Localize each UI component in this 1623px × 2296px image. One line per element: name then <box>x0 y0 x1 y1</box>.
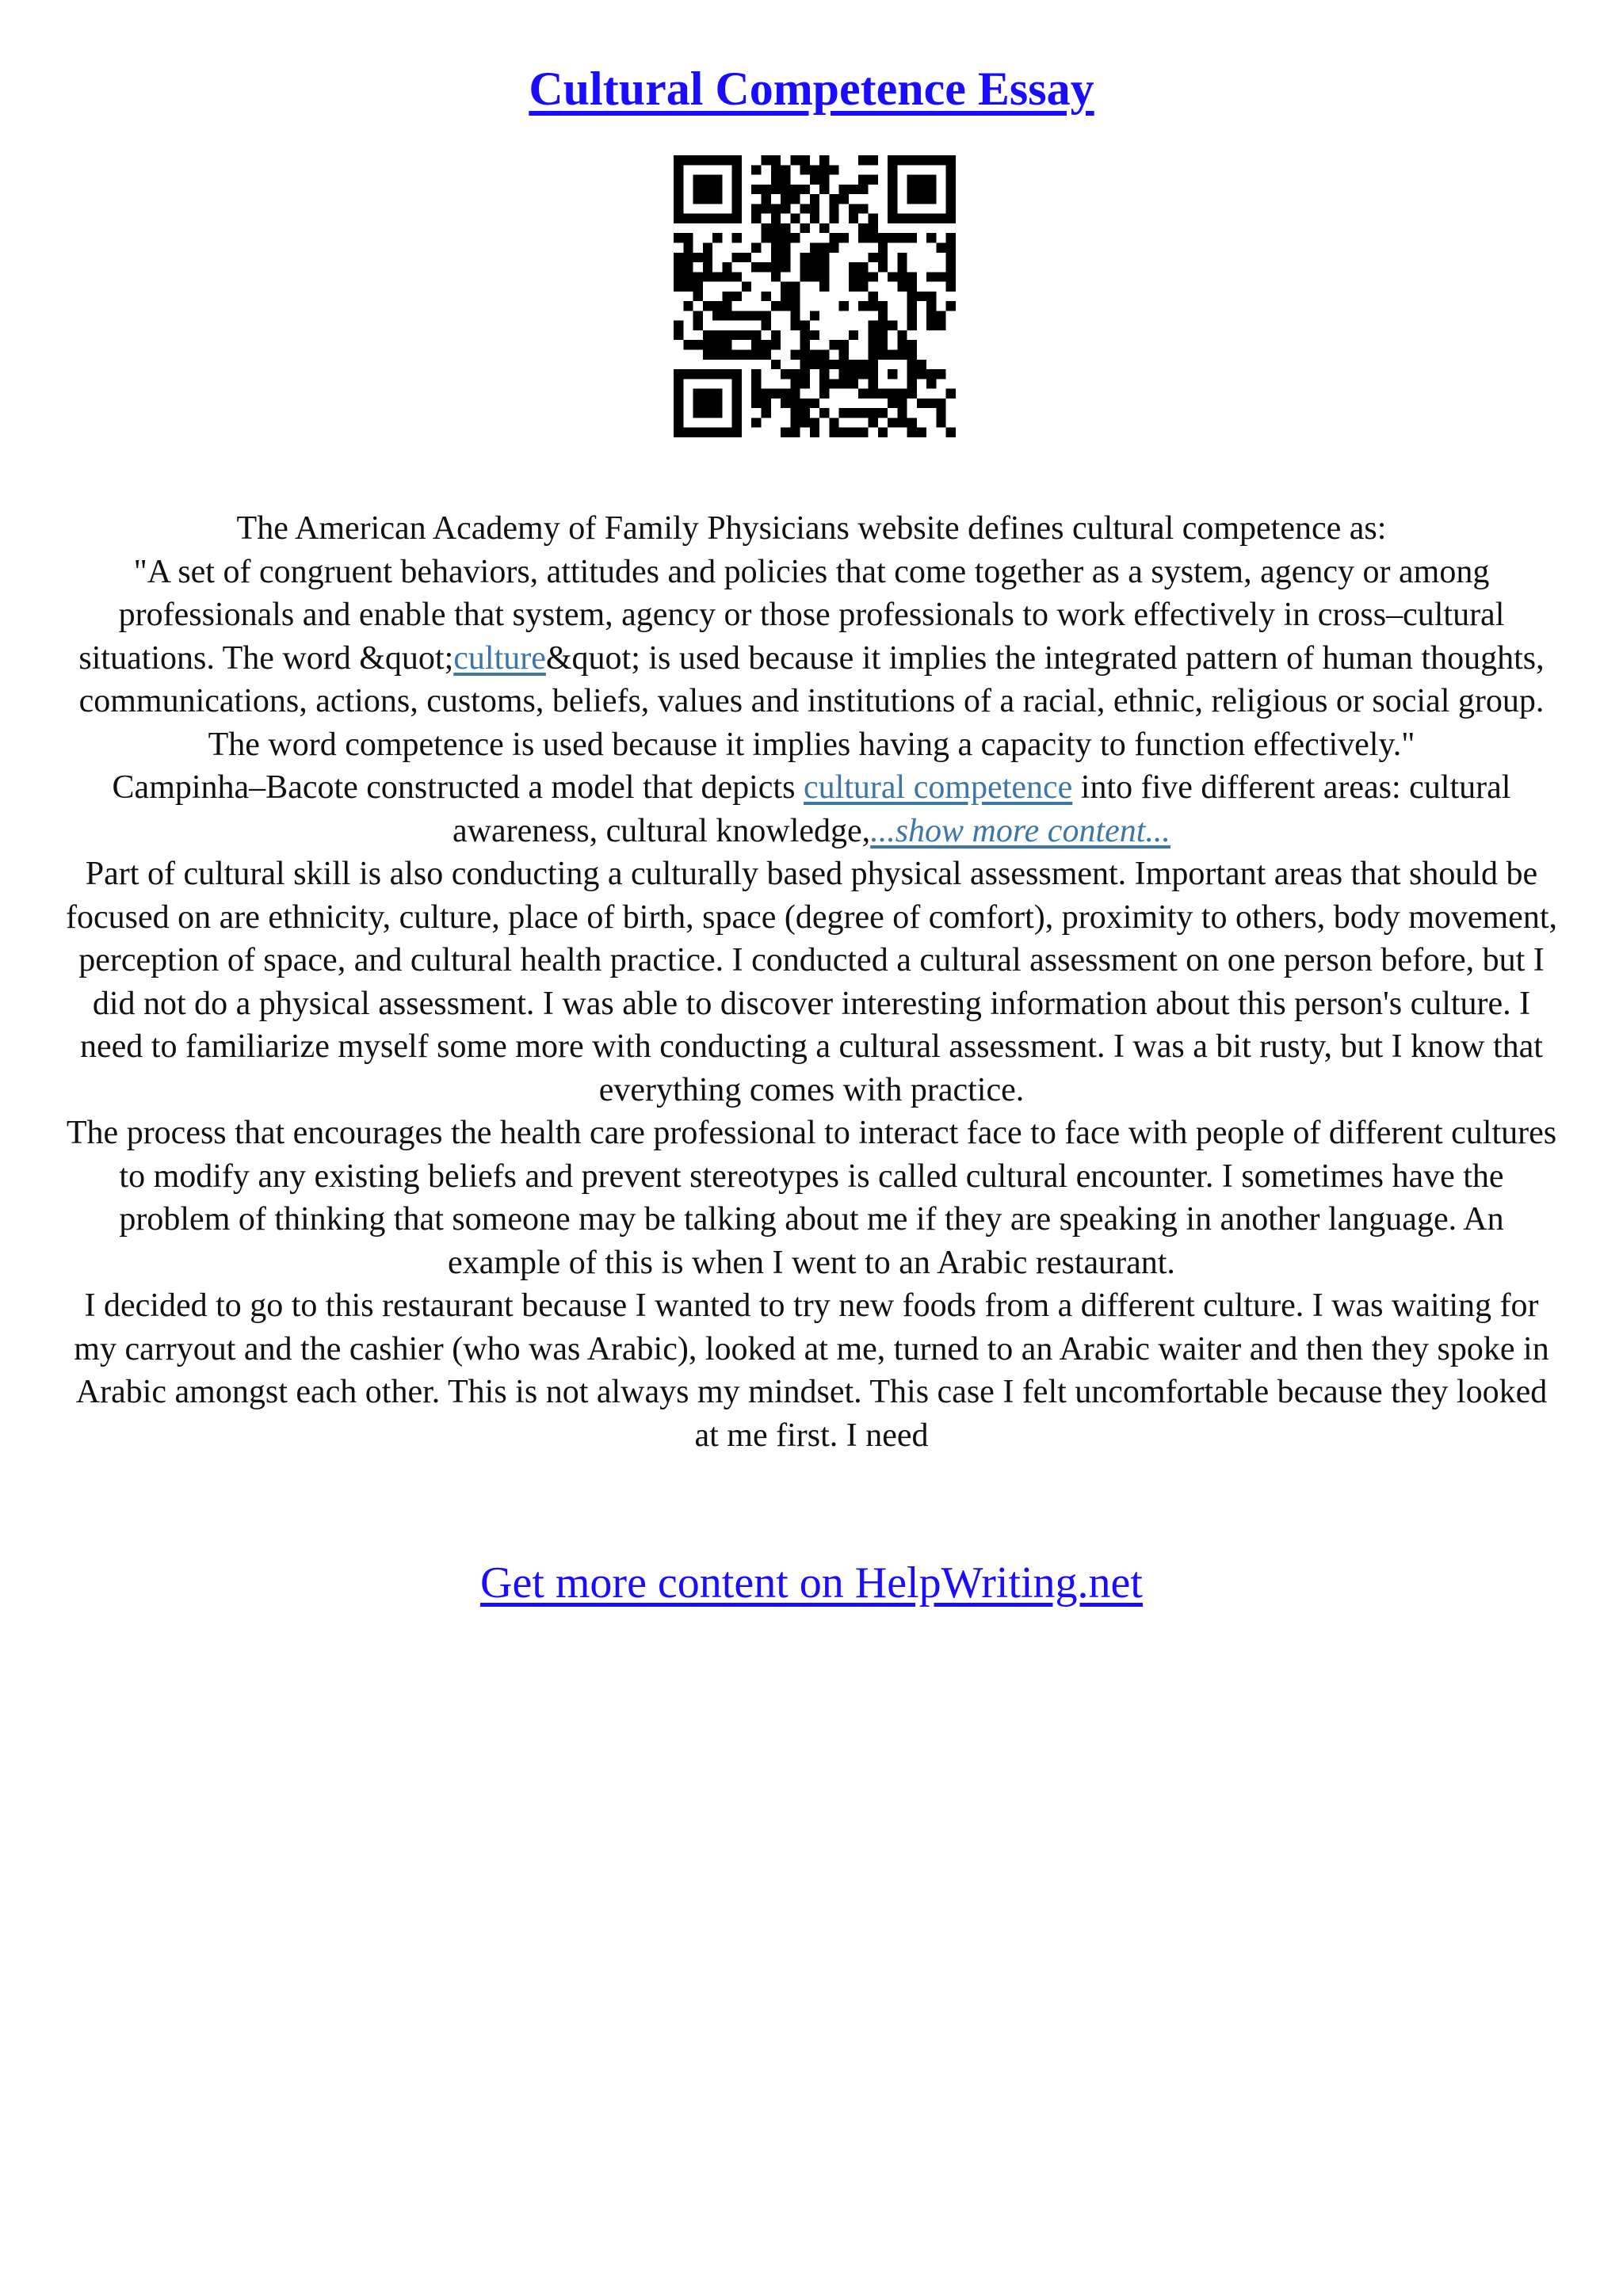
model-text-start: Campinha–Bacote constructed a model that depicts <box>112 769 804 806</box>
paragraph-cultural-skill: Part of cultural skill is also conducting a culturally based physical assessment. Important areas that should be focused on are ethnicity, culture, place of birth, space (degree of comfort), proximity to others, body movement, perception of space, and cultural health practice. I conducted a cultural assessment on one person before, but I did not do a physical assessment. I was able to discover interesting information about this person's culture. I need to familiarize myself some more with conducting a cultural assessment. I was a bit rusty, but I know that everything comes with practice. <box>66 856 1557 1108</box>
footer-link[interactable]: Get more content on HelpWriting.net <box>480 1558 1143 1608</box>
essay-body <box>63 507 1560 1457</box>
quote-text-end: &quot; is used because it implies the integrated pattern of human thoughts, communications, actions, customs, beliefs, values and institutions of a racial, ethnic, religious or social group. The word competence is used because it implies having a capacity to function effectively." <box>78 639 1545 763</box>
footer <box>0 1554 1623 1611</box>
model-text-end: into five different areas: cultural awareness, cultural knowledge, <box>453 769 1511 849</box>
quote-text-start: "A set of congruent behaviors, attitudes and policies that come together as a system, agency or among professionals and enable that system, agency or those professionals to work effectively in cross–cultural situations. The word &quot; <box>78 553 1505 677</box>
page-title <box>0 57 1623 120</box>
cultural-competence-link[interactable]: cultural competence <box>803 769 1073 806</box>
show-more-link[interactable]: ...show more content... <box>870 812 1170 849</box>
culture-link[interactable]: culture <box>453 639 546 677</box>
paragraph-quote <box>63 551 1560 767</box>
qr-code-icon <box>674 155 956 437</box>
paragraph-intro: The American Academy of Family Physicians website defines cultural competence as: <box>236 510 1387 547</box>
paragraph-restaurant: I decided to go to this restaurant because I wanted to try new foods from a different culture. I was waiting for my carryout and the cashier (who was Arabic), looked at me, turned to an Arabic waiter and then they spoke in Arabic amongst each other. This is not always my mindset. This case I felt uncomfortable because they looked at me first. I need <box>74 1287 1549 1454</box>
paragraph-model <box>63 766 1560 852</box>
title-link[interactable]: Cultural Competence Essay <box>529 63 1094 115</box>
paragraph-cultural-encounter: The process that encourages the health care professional to interact face to face with people of different cultures to modify any existing beliefs and prevent stereotypes is called cultural encounter. I sometimes have the problem of thinking that someone may be talking about me if they are speaking in another language. An example of this is when I went to an Arabic restaurant. <box>66 1115 1557 1281</box>
